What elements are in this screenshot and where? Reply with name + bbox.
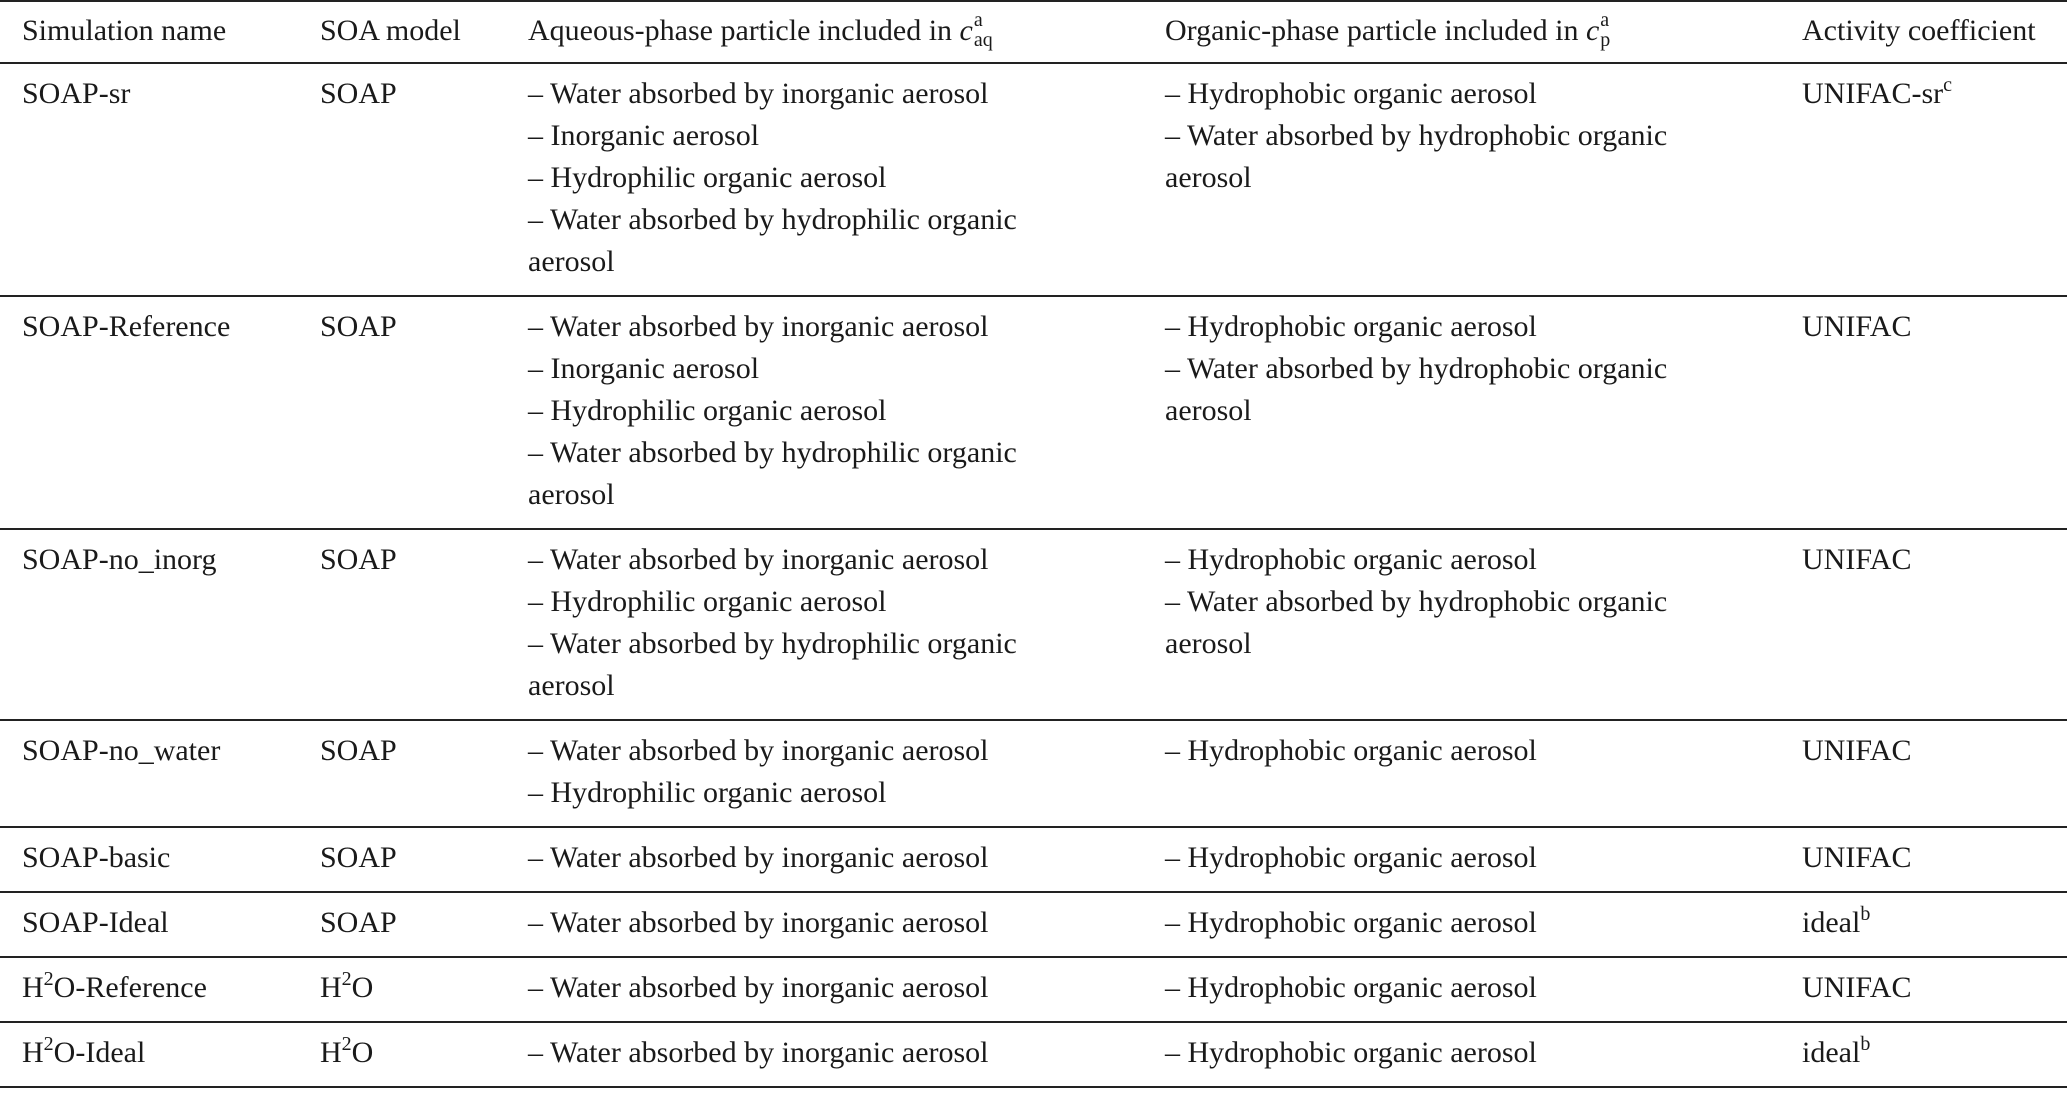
activity-coefficient: UNIFAC bbox=[1802, 310, 1912, 343]
cell-simulation-name bbox=[0, 296, 298, 529]
header-aqueous-indices bbox=[974, 10, 993, 50]
organic-item: – Hydrophobic organic aerosol bbox=[1165, 971, 1537, 1004]
soa-model: SOAP bbox=[320, 841, 397, 874]
activity-coefficient: UNIFAC bbox=[1802, 841, 1912, 874]
activity-coefficient: UNIFAC bbox=[1802, 543, 1912, 576]
soa-model-sup: 2 bbox=[341, 968, 352, 990]
aqueous-item: – Water absorbed by inorganic aerosol bbox=[528, 310, 989, 343]
organic-item: – Water absorbed by hydrophobic organic bbox=[1165, 585, 1668, 618]
organic-item: – Water absorbed by hydrophobic organic bbox=[1165, 352, 1668, 385]
aqueous-item: – Hydrophilic organic aerosol bbox=[528, 161, 887, 194]
organic-item: – Hydrophobic organic aerosol bbox=[1165, 1036, 1537, 1069]
cell-organic-phase bbox=[1143, 827, 1780, 892]
organic-item: aerosol bbox=[1165, 627, 1252, 660]
aqueous-item: – Water absorbed by hydrophilic organic bbox=[528, 627, 1017, 660]
header-organic-sub: p bbox=[1600, 29, 1611, 51]
header-soa-model: SOA model bbox=[320, 14, 461, 47]
organic-item: – Hydrophobic organic aerosol bbox=[1165, 310, 1537, 343]
simulation-name: SOAP-no_water bbox=[22, 734, 221, 767]
cell-activity-coefficient bbox=[1780, 892, 2067, 957]
cell-organic-phase bbox=[1143, 296, 1780, 529]
organic-item: – Hydrophobic organic aerosol bbox=[1165, 77, 1537, 110]
cell-simulation-name bbox=[0, 720, 298, 827]
aqueous-item: – Water absorbed by hydrophilic organic bbox=[528, 203, 1017, 236]
cell-simulation-name bbox=[0, 892, 298, 957]
aqueous-item: – Water absorbed by inorganic aerosol bbox=[528, 77, 989, 110]
soa-model: SOAP bbox=[320, 310, 397, 343]
cell-activity-coefficient bbox=[1780, 529, 2067, 720]
cell-aqueous-phase bbox=[506, 63, 1143, 296]
activity-footnote-marker: c bbox=[1943, 74, 1952, 96]
activity-coefficient: UNIFAC bbox=[1802, 971, 1912, 1004]
header-aqueous-symbol: c bbox=[959, 14, 973, 47]
cell-activity-coefficient bbox=[1780, 296, 2067, 529]
simulation-name: SOAP-no_inorg bbox=[22, 543, 217, 576]
soa-model-suffix: O bbox=[351, 971, 374, 1004]
organic-item: – Hydrophobic organic aerosol bbox=[1165, 543, 1537, 576]
aqueous-item: – Water absorbed by inorganic aerosol bbox=[528, 906, 989, 939]
cell-activity-coefficient bbox=[1780, 1022, 2067, 1087]
organic-item: aerosol bbox=[1165, 161, 1252, 194]
cell-soa-model bbox=[298, 296, 506, 529]
header-aqueous-text: Aqueous-phase particle included in bbox=[528, 14, 960, 47]
simulation-name-suffix: O-Ideal bbox=[53, 1036, 146, 1069]
simulation-name-suffix: O-Reference bbox=[53, 971, 207, 1004]
header-aqueous-sub: aq bbox=[973, 29, 993, 51]
cell-simulation-name bbox=[0, 529, 298, 720]
aqueous-item: – Water absorbed by inorganic aerosol bbox=[528, 543, 989, 576]
cell-soa-model bbox=[298, 827, 506, 892]
aqueous-item: aerosol bbox=[528, 245, 615, 278]
cell-organic-phase bbox=[1143, 957, 1780, 1022]
cell-activity-coefficient bbox=[1780, 63, 2067, 296]
header-organic-indices bbox=[1600, 10, 1610, 50]
simulation-name-sup: 2 bbox=[43, 968, 54, 990]
cell-simulation-name bbox=[0, 957, 298, 1022]
organic-item: – Hydrophobic organic aerosol bbox=[1165, 906, 1537, 939]
aqueous-item: aerosol bbox=[528, 669, 615, 702]
simulation-name: SOAP-Reference bbox=[22, 310, 231, 343]
simulation-name: SOAP-sr bbox=[22, 77, 131, 110]
cell-aqueous-phase bbox=[506, 892, 1143, 957]
cell-organic-phase bbox=[1143, 529, 1780, 720]
cell-aqueous-phase bbox=[506, 720, 1143, 827]
simulation-name: H bbox=[22, 971, 44, 1004]
soa-model: SOAP bbox=[320, 734, 397, 767]
table-row bbox=[0, 1022, 2067, 1087]
aqueous-item: – Water absorbed by inorganic aerosol bbox=[528, 1036, 989, 1069]
organic-item: – Hydrophobic organic aerosol bbox=[1165, 841, 1537, 874]
soa-model: SOAP bbox=[320, 906, 397, 939]
soa-model: H bbox=[320, 971, 342, 1004]
soa-model-suffix: O bbox=[351, 1036, 374, 1069]
cell-soa-model bbox=[298, 1022, 506, 1087]
activity-coefficient: UNIFAC-sr bbox=[1802, 77, 1944, 110]
cell-simulation-name bbox=[0, 1022, 298, 1087]
cell-soa-model bbox=[298, 957, 506, 1022]
table-row bbox=[0, 892, 2067, 957]
cell-organic-phase bbox=[1143, 720, 1780, 827]
cell-organic-phase bbox=[1143, 1022, 1780, 1087]
header-activity-coefficient: Activity coefficient bbox=[1802, 14, 2036, 47]
cell-aqueous-phase bbox=[506, 1022, 1143, 1087]
aqueous-item: – Inorganic aerosol bbox=[528, 119, 760, 152]
cell-activity-coefficient bbox=[1780, 957, 2067, 1022]
aqueous-item: – Hydrophilic organic aerosol bbox=[528, 776, 887, 809]
soa-model-sup: 2 bbox=[341, 1033, 352, 1055]
activity-coefficient: ideal bbox=[1802, 1036, 1861, 1069]
aqueous-item: – Water absorbed by inorganic aerosol bbox=[528, 734, 989, 767]
cell-soa-model bbox=[298, 892, 506, 957]
cell-organic-phase bbox=[1143, 892, 1780, 957]
activity-footnote-marker: b bbox=[1860, 1033, 1871, 1055]
table-row bbox=[0, 827, 2067, 892]
cell-activity-coefficient bbox=[1780, 720, 2067, 827]
activity-coefficient: ideal bbox=[1802, 906, 1861, 939]
cell-simulation-name bbox=[0, 827, 298, 892]
cell-soa-model bbox=[298, 63, 506, 296]
soa-model: SOAP bbox=[320, 543, 397, 576]
table-row bbox=[0, 957, 2067, 1022]
soa-model: SOAP bbox=[320, 77, 397, 110]
aqueous-item: – Water absorbed by hydrophilic organic bbox=[528, 436, 1017, 469]
cell-soa-model bbox=[298, 529, 506, 720]
table-row bbox=[0, 296, 2067, 529]
table-row bbox=[0, 529, 2067, 720]
aqueous-item: aerosol bbox=[528, 478, 615, 511]
header-organic-phase bbox=[1143, 1, 1780, 63]
table-row bbox=[0, 720, 2067, 827]
cell-aqueous-phase bbox=[506, 529, 1143, 720]
table-body bbox=[0, 63, 2067, 1087]
organic-item: – Water absorbed by hydrophobic organic bbox=[1165, 119, 1668, 152]
cell-simulation-name bbox=[0, 63, 298, 296]
aqueous-item: – Inorganic aerosol bbox=[528, 352, 760, 385]
header-organic-symbol: c bbox=[1585, 14, 1600, 47]
header-aqueous-phase bbox=[506, 1, 1143, 63]
cell-aqueous-phase bbox=[506, 827, 1143, 892]
aqueous-item: – Hydrophilic organic aerosol bbox=[528, 394, 887, 427]
simulation-name: SOAP-Ideal bbox=[22, 906, 169, 939]
activity-footnote-marker: b bbox=[1860, 903, 1871, 925]
soa-model: H bbox=[320, 1036, 342, 1069]
cell-organic-phase bbox=[1143, 63, 1780, 296]
table-header bbox=[0, 1, 2067, 63]
aqueous-item: – Hydrophilic organic aerosol bbox=[528, 585, 887, 618]
simulation-name: SOAP-basic bbox=[22, 841, 171, 874]
simulation-name: H bbox=[22, 1036, 44, 1069]
organic-item: – Hydrophobic organic aerosol bbox=[1165, 734, 1537, 767]
cell-activity-coefficient bbox=[1780, 827, 2067, 892]
cell-aqueous-phase bbox=[506, 957, 1143, 1022]
cell-soa-model bbox=[298, 720, 506, 827]
table-row bbox=[0, 63, 2067, 296]
simulation-name-sup: 2 bbox=[43, 1033, 54, 1055]
header-simulation-name: Simulation name bbox=[22, 14, 227, 47]
cell-aqueous-phase bbox=[506, 296, 1143, 529]
header-organic-sup: a bbox=[1600, 9, 1610, 31]
aqueous-item: – Water absorbed by inorganic aerosol bbox=[528, 841, 989, 874]
organic-item: aerosol bbox=[1165, 394, 1252, 427]
activity-coefficient: UNIFAC bbox=[1802, 734, 1912, 767]
aqueous-item: – Water absorbed by inorganic aerosol bbox=[528, 971, 989, 1004]
header-organic-text: Organic-phase particle included in bbox=[1165, 14, 1586, 47]
header-aqueous-sup: a bbox=[973, 9, 983, 31]
header-row bbox=[0, 1, 2067, 63]
